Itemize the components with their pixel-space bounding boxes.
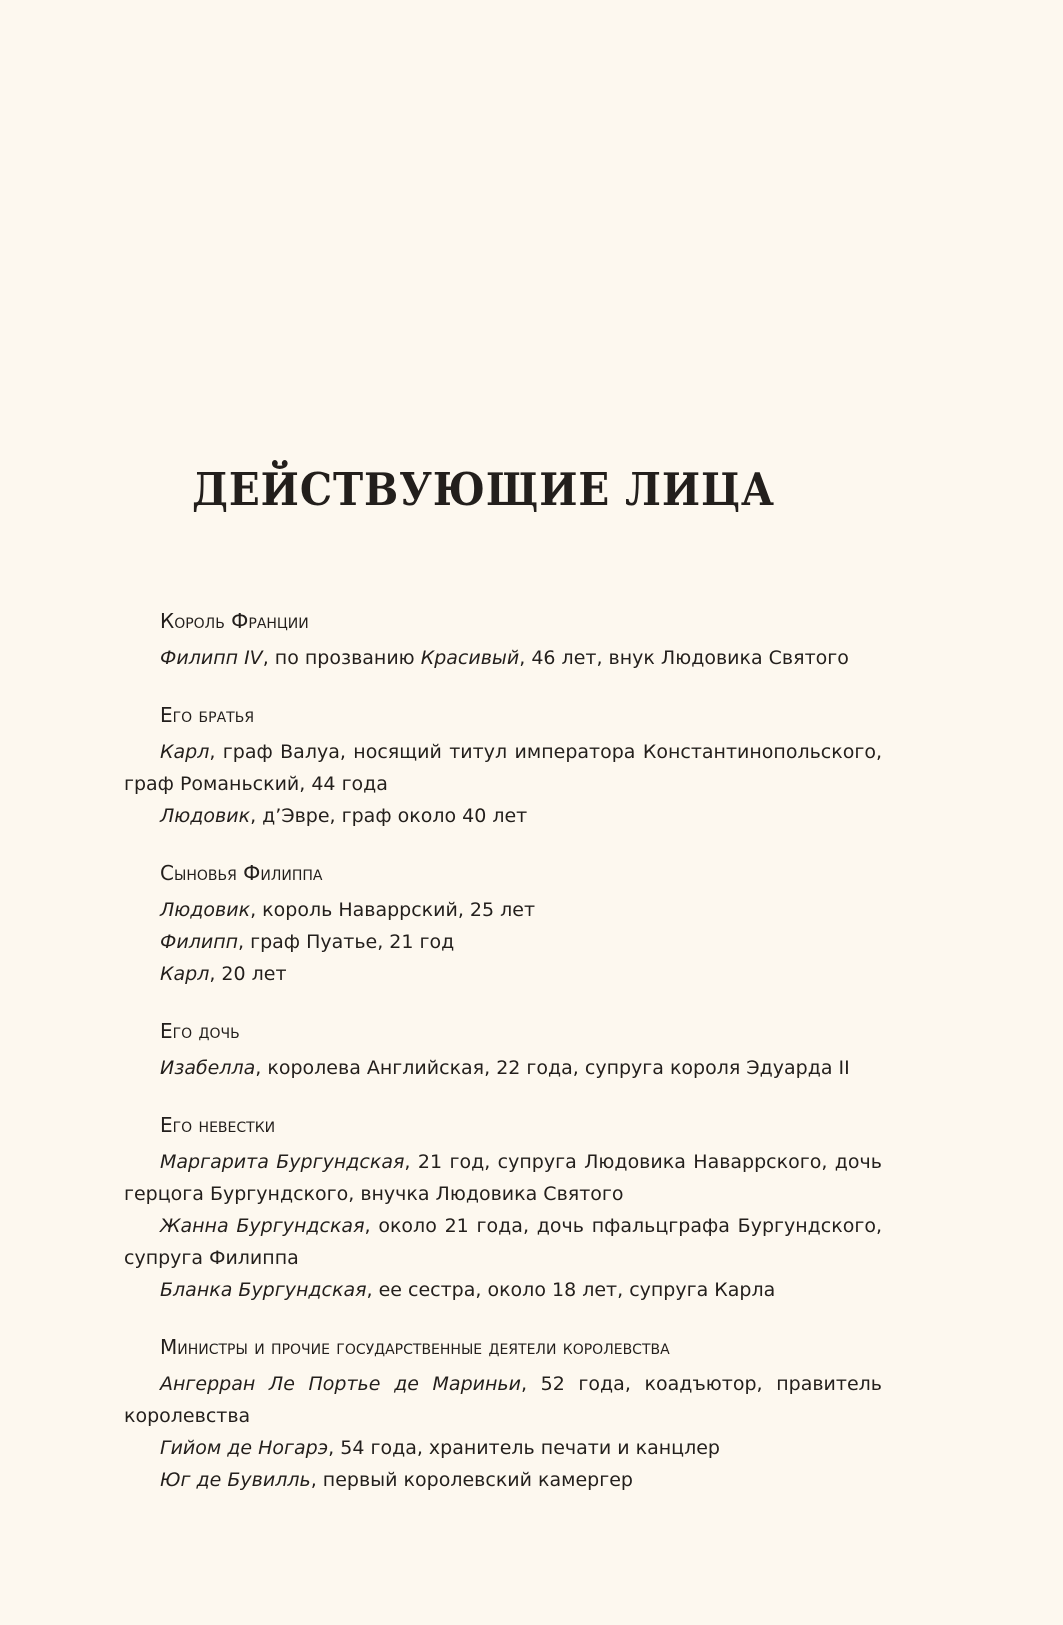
- group-heading: Его братья: [160, 703, 255, 727]
- cast-entry: [124, 1146, 882, 1210]
- character-description: , король Наваррский, 25 лет: [250, 899, 536, 921]
- character-name: Карл: [160, 963, 210, 985]
- character-name: Филипп: [160, 931, 239, 953]
- group-heading: Министры и прочие государственные деятели королевства: [160, 1335, 670, 1359]
- character-name: Красивый: [420, 647, 520, 669]
- character-description: , королева Английская, 22 года, супруга короля Эдуарда II: [255, 1057, 850, 1079]
- cast-entry: [124, 1052, 882, 1084]
- character-name: Карл: [160, 741, 210, 763]
- group-heading: Его дочь: [160, 1019, 240, 1043]
- character-description: , д’Эвре, граф около 40 лет: [250, 805, 528, 827]
- character-description: , первый королевский камергер: [310, 1469, 633, 1491]
- character-description: , 21 год, супруга Людовика Наваррского, дочь герцога Бургундского, внучка Людовика Святого: [124, 1151, 882, 1205]
- character-name: Юг де Бувилль: [160, 1469, 311, 1491]
- character-name: Маргарита Бургундская: [160, 1151, 405, 1173]
- cast-entry: [124, 1210, 882, 1274]
- character-description: , около 21 года, дочь пфальцграфа Бургундского, супруга Филиппа: [124, 1215, 882, 1269]
- character-name: Людовик: [160, 805, 251, 827]
- cast-group: [124, 1331, 882, 1496]
- cast-entry: [124, 1368, 882, 1432]
- character-name: Филипп IV: [160, 647, 263, 669]
- character-name: Ангерран Ле Портье де Мариньи: [160, 1373, 521, 1395]
- cast-group: [124, 605, 882, 674]
- group-heading: Сыновья Филиппа: [160, 861, 323, 885]
- cast-group: [124, 1109, 882, 1306]
- character-name: Людовик: [160, 899, 251, 921]
- group-heading: Король Франции: [160, 609, 309, 633]
- character-description: , ее сестра, около 18 лет, супруга Карла: [366, 1279, 776, 1301]
- character-name: Бланка Бургундская: [160, 1279, 367, 1301]
- cast-group: [124, 857, 882, 990]
- cast-group: [124, 699, 882, 832]
- cast-entry: [124, 800, 882, 832]
- cast-entry: [124, 894, 882, 926]
- cast-entry: Филипп IV, по прозванию Красивый, 46 лет, внук Людовика Святого: [160, 647, 849, 669]
- character-description: , 20 лет: [209, 963, 287, 985]
- character-name: Гийом де Ногарэ: [160, 1437, 329, 1459]
- character-description: , граф Валуа, носящий титул императора Константинопольского, граф Романьский, 44 года: [124, 741, 882, 795]
- cast-list: [124, 605, 882, 1521]
- character-description: , граф Пуатье, 21 год: [238, 931, 455, 953]
- character-name: Жанна Бургундская: [160, 1215, 365, 1237]
- cast-entry: [124, 958, 882, 990]
- character-name: Изабелла: [160, 1057, 256, 1079]
- page-title: ДЕЙСТВУЮЩИЕ ЛИЦА: [192, 463, 775, 516]
- cast-entry: [124, 1432, 882, 1464]
- cast-entry: [124, 1274, 882, 1306]
- cast-entry: [124, 926, 882, 958]
- group-heading: Его невестки: [160, 1113, 276, 1137]
- cast-entry: [124, 736, 882, 800]
- character-description: , 52 года, коадъютор, правитель королевства: [124, 1373, 882, 1427]
- cast-entry: [124, 1464, 882, 1496]
- character-description: , 54 года, хранитель печати и канцлер: [328, 1437, 720, 1459]
- cast-group: [124, 1015, 882, 1084]
